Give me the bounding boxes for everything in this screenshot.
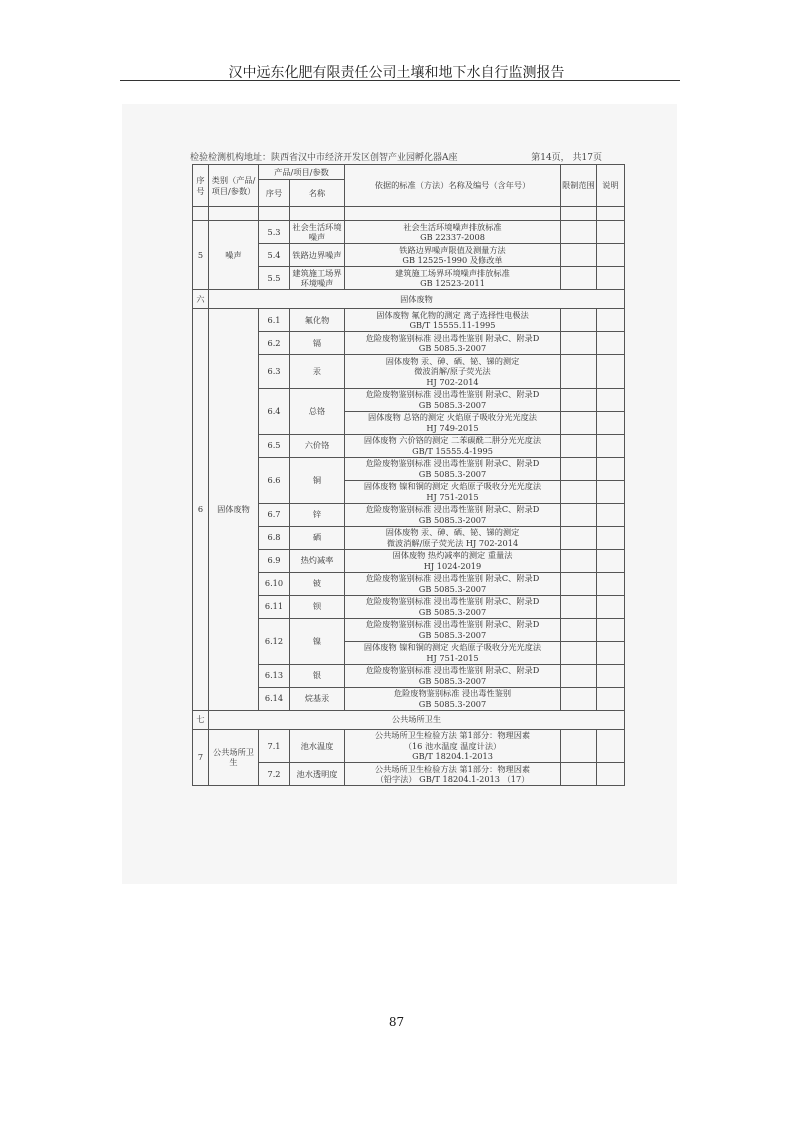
limit-cell <box>561 267 597 290</box>
header-rule <box>120 80 680 81</box>
item-name: 镉 <box>290 332 345 355</box>
standard-line: HJ 1024-2019 <box>423 560 482 571</box>
limit-cell <box>561 388 597 411</box>
section-row <box>193 710 625 729</box>
limit-cell <box>561 664 597 687</box>
limit-cell <box>561 480 597 503</box>
limit-cell <box>561 503 597 526</box>
limit-cell <box>561 595 597 618</box>
lab-address: 检验检测机构地址：陕西省汉中市经济开发区创智产业园孵化器A座 <box>190 153 458 163</box>
standard-line: 危险废物鉴别标准 浸出毒性鉴别 <box>393 688 512 698</box>
limit-cell <box>561 763 597 786</box>
limit-cell <box>561 549 597 572</box>
note-cell <box>597 267 625 290</box>
table-body <box>193 207 625 786</box>
note-cell <box>597 480 625 503</box>
item-name: 镍 <box>290 618 345 664</box>
standard-line: GB 5085.3-2007 <box>418 514 487 525</box>
limit-cell <box>561 411 597 434</box>
standard-line: GB 5085.3-2007 <box>418 399 487 410</box>
group-name: 噪声 <box>209 221 259 290</box>
limit-cell <box>561 434 597 457</box>
standard-line: GB 5085.3-2007 <box>418 343 487 353</box>
standard-cell <box>345 664 561 687</box>
note-cell <box>597 503 625 526</box>
standard-cell <box>345 641 561 664</box>
note-cell <box>597 332 625 355</box>
scope-table <box>192 164 625 786</box>
standard-line: 危险废物鉴别标准 浸出毒性鉴别 附录C、附录D <box>365 665 540 675</box>
item-number: 5.3 <box>259 221 290 244</box>
standard-cell <box>345 309 561 332</box>
item-number: 6.12 <box>259 618 290 664</box>
item-name: 铜 <box>290 457 345 503</box>
standard-line: 铁路边界噪声限值及测量方法 <box>399 244 506 255</box>
standard-line: 社会生活环境噪声排放标准 <box>403 221 502 232</box>
limit-cell <box>561 729 597 763</box>
document-meta <box>190 150 602 163</box>
standard-line: 微波消解/原子荧光法 <box>414 366 491 376</box>
section-row <box>193 290 625 309</box>
note-cell <box>597 618 625 641</box>
standard-line: GB 5085.3-2007 <box>418 675 487 686</box>
item-number: 7.1 <box>259 729 290 763</box>
report-title: 汉中远东化肥有限责任公司土壤和地下水自行监测报告 <box>228 65 565 81</box>
item-name: 汞 <box>290 355 345 389</box>
note-cell <box>597 457 625 480</box>
note-cell <box>597 411 625 434</box>
item-name: 热灼减率 <box>290 549 345 572</box>
header-sub-index: 序号 <box>259 180 290 207</box>
standard-line: GB 5085.3-2007 <box>418 606 487 617</box>
section-number: 六 <box>193 290 209 309</box>
item-number: 6.10 <box>259 572 290 595</box>
note-cell <box>597 729 625 763</box>
table-row <box>193 221 625 244</box>
standard-line: HJ 702-2014 <box>426 376 479 387</box>
standard-cell <box>345 763 561 786</box>
section-title: 固体废物 <box>209 290 625 309</box>
limit-cell <box>561 221 597 244</box>
standard-cell <box>345 595 561 618</box>
item-name: 六价铬 <box>290 434 345 457</box>
note-cell <box>597 572 625 595</box>
standard-line: GB/T 15555.11-1995 <box>409 320 496 330</box>
item-number: 6.2 <box>259 332 290 355</box>
standard-cell <box>345 549 561 572</box>
note-cell <box>597 309 625 332</box>
item-number: 5.5 <box>259 267 290 290</box>
note-cell <box>597 526 625 549</box>
standard-line: GB 5085.3-2007 <box>418 468 487 479</box>
item-number: 6.13 <box>259 664 290 687</box>
standard-cell <box>345 221 561 244</box>
standard-line: 危险废物鉴别标准 浸出毒性鉴别 附录C、附录D <box>365 389 540 399</box>
standard-cell <box>345 729 561 763</box>
standard-line: 公共场所卫生检验方法 第1部分：物理因素 <box>374 730 531 740</box>
standard-line: 固体废物 镍和铜的测定 火焰原子吸收分光光度法 <box>363 642 542 652</box>
standard-line: 固体废物 氟化物的测定 离子选择性电极法 <box>376 309 529 320</box>
note-cell <box>597 388 625 411</box>
table-row <box>193 729 625 763</box>
standard-line: GB 22337-2008 <box>420 232 485 242</box>
header-note: 说明 <box>597 165 625 207</box>
standard-line: HJ 751-2015 <box>426 652 479 663</box>
standard-line: 建筑施工场界环境噪声排放标准 <box>395 267 510 278</box>
standard-line: 危险废物鉴别标准 浸出毒性鉴别 附录C、附录D <box>365 332 540 343</box>
item-number: 6.9 <box>259 549 290 572</box>
standard-line: HJ 749-2015 <box>426 422 479 433</box>
standard-cell <box>345 526 561 549</box>
note-cell <box>597 221 625 244</box>
item-name: 烷基汞 <box>290 687 345 710</box>
table-row <box>193 309 625 332</box>
standard-line: 危险废物鉴别标准 浸出毒性鉴别 附录C、附录D <box>365 596 540 606</box>
item-number: 6.7 <box>259 503 290 526</box>
header-standard: 依据的标准（方法）名称及编号（含年号） <box>345 165 561 207</box>
note-cell <box>597 664 625 687</box>
spacer-row <box>193 207 625 221</box>
item-number: 6.5 <box>259 434 290 457</box>
note-cell <box>597 641 625 664</box>
limit-cell <box>561 457 597 480</box>
item-name: 社会生活环境噪声 <box>290 221 345 244</box>
note-cell <box>597 687 625 710</box>
item-number: 6.1 <box>259 309 290 332</box>
standard-line: 危险废物鉴别标准 浸出毒性鉴别 附录C、附录D <box>365 573 540 583</box>
standard-line: 固体废物 六价铬的测定 二苯碳酰二肼分光光度法 <box>363 435 542 445</box>
standard-cell <box>345 267 561 290</box>
standard-line: 固体废物 热灼减率的测定 重量法 <box>392 550 513 560</box>
standard-line: 固体废物 汞、砷、硒、铋、锑的测定 <box>385 355 520 366</box>
standard-line: HJ 751-2015 <box>426 491 479 502</box>
standard-line: GB 12523-2011 <box>420 278 485 288</box>
standard-line: （铅字法） GB/T 18204.1-2013 （17） <box>375 774 530 784</box>
group-index: 7 <box>193 729 209 786</box>
group-index: 6 <box>193 309 209 711</box>
group-index: 5 <box>193 221 209 290</box>
standard-line: GB 5085.3-2007 <box>418 629 487 640</box>
standard-cell <box>345 244 561 267</box>
item-name: 银 <box>290 664 345 687</box>
limit-cell <box>561 641 597 664</box>
standard-cell <box>345 687 561 710</box>
header-name: 名称 <box>290 180 345 207</box>
page-number: 87 <box>388 1015 405 1029</box>
item-number: 6.6 <box>259 457 290 503</box>
limit-cell <box>561 526 597 549</box>
standard-line: GB 12525-1990 及修改单 <box>402 255 503 265</box>
standard-cell <box>345 355 561 389</box>
standard-line: GB 5085.3-2007 <box>418 583 487 594</box>
note-cell <box>597 355 625 389</box>
item-name: 氟化物 <box>290 309 345 332</box>
note-cell <box>597 244 625 267</box>
group-name: 公共场所卫生 <box>209 729 259 786</box>
standard-cell <box>345 572 561 595</box>
item-name: 钡 <box>290 595 345 618</box>
header-product-group: 产品/项目/参数 <box>259 165 345 180</box>
item-number: 5.4 <box>259 244 290 267</box>
standard-line: GB 5085.3-2007 <box>418 698 487 709</box>
standard-line: 固体废物 总铬的测定 火焰原子吸收分光光度法 <box>368 412 537 422</box>
standard-line: 固体废物 镍和铜的测定 火焰原子吸收分光光度法 <box>363 481 542 491</box>
standard-line: 危险废物鉴别标准 浸出毒性鉴别 附录C、附录D <box>365 619 540 629</box>
standard-cell <box>345 411 561 434</box>
item-number: 6.3 <box>259 355 290 389</box>
standard-line: 公共场所卫生检验方法 第1部分：物理因素 <box>374 763 531 774</box>
standard-line: （16 池水温度 温度计法） <box>403 740 502 751</box>
item-name: 建筑施工场界环境噪声 <box>290 267 345 290</box>
item-number: 6.11 <box>259 595 290 618</box>
standard-cell <box>345 457 561 480</box>
header-index: 序号 <box>193 165 209 207</box>
page-info: 第14页， 共17页 <box>531 153 602 163</box>
item-name: 总铬 <box>290 388 345 434</box>
item-name: 池水透明度 <box>290 763 345 786</box>
item-number: 6.14 <box>259 687 290 710</box>
limit-cell <box>561 572 597 595</box>
limit-cell <box>561 618 597 641</box>
standard-line: 微波消解/原子荧光法 HJ 702-2014 <box>386 537 519 548</box>
note-cell <box>597 549 625 572</box>
limit-cell <box>561 332 597 355</box>
header-limit: 限制范围 <box>561 165 597 207</box>
standard-cell <box>345 332 561 355</box>
note-cell <box>597 595 625 618</box>
note-cell <box>597 434 625 457</box>
standard-line: 固体废物 汞、砷、硒、铋、锑的测定 <box>385 527 520 537</box>
note-cell <box>597 763 625 786</box>
limit-cell <box>561 355 597 389</box>
limit-cell <box>561 309 597 332</box>
item-name: 铍 <box>290 572 345 595</box>
table-header <box>193 165 625 207</box>
item-name: 硒 <box>290 526 345 549</box>
standard-cell <box>345 434 561 457</box>
item-number: 6.4 <box>259 388 290 434</box>
item-name: 铁路边界噪声 <box>290 244 345 267</box>
group-name: 固体废物 <box>209 309 259 711</box>
standard-cell <box>345 503 561 526</box>
item-name: 池水温度 <box>290 729 345 763</box>
standard-cell <box>345 480 561 503</box>
item-number: 7.2 <box>259 763 290 786</box>
section-number: 七 <box>193 710 209 729</box>
section-title: 公共场所卫生 <box>209 710 625 729</box>
standard-line: GB/T 15555.4-1995 <box>412 445 493 456</box>
standard-line: 危险废物鉴别标准 浸出毒性鉴别 附录C、附录D <box>365 504 540 514</box>
limit-cell <box>561 687 597 710</box>
item-number: 6.8 <box>259 526 290 549</box>
header-category: 类别（产品/项目/参数） <box>209 165 259 207</box>
standard-cell <box>345 618 561 641</box>
standard-cell <box>345 388 561 411</box>
limit-cell <box>561 244 597 267</box>
item-name: 锌 <box>290 503 345 526</box>
standard-line: 危险废物鉴别标准 浸出毒性鉴别 附录C、附录D <box>365 458 540 468</box>
standard-line: GB/T 18204.1-2013 <box>412 751 493 761</box>
